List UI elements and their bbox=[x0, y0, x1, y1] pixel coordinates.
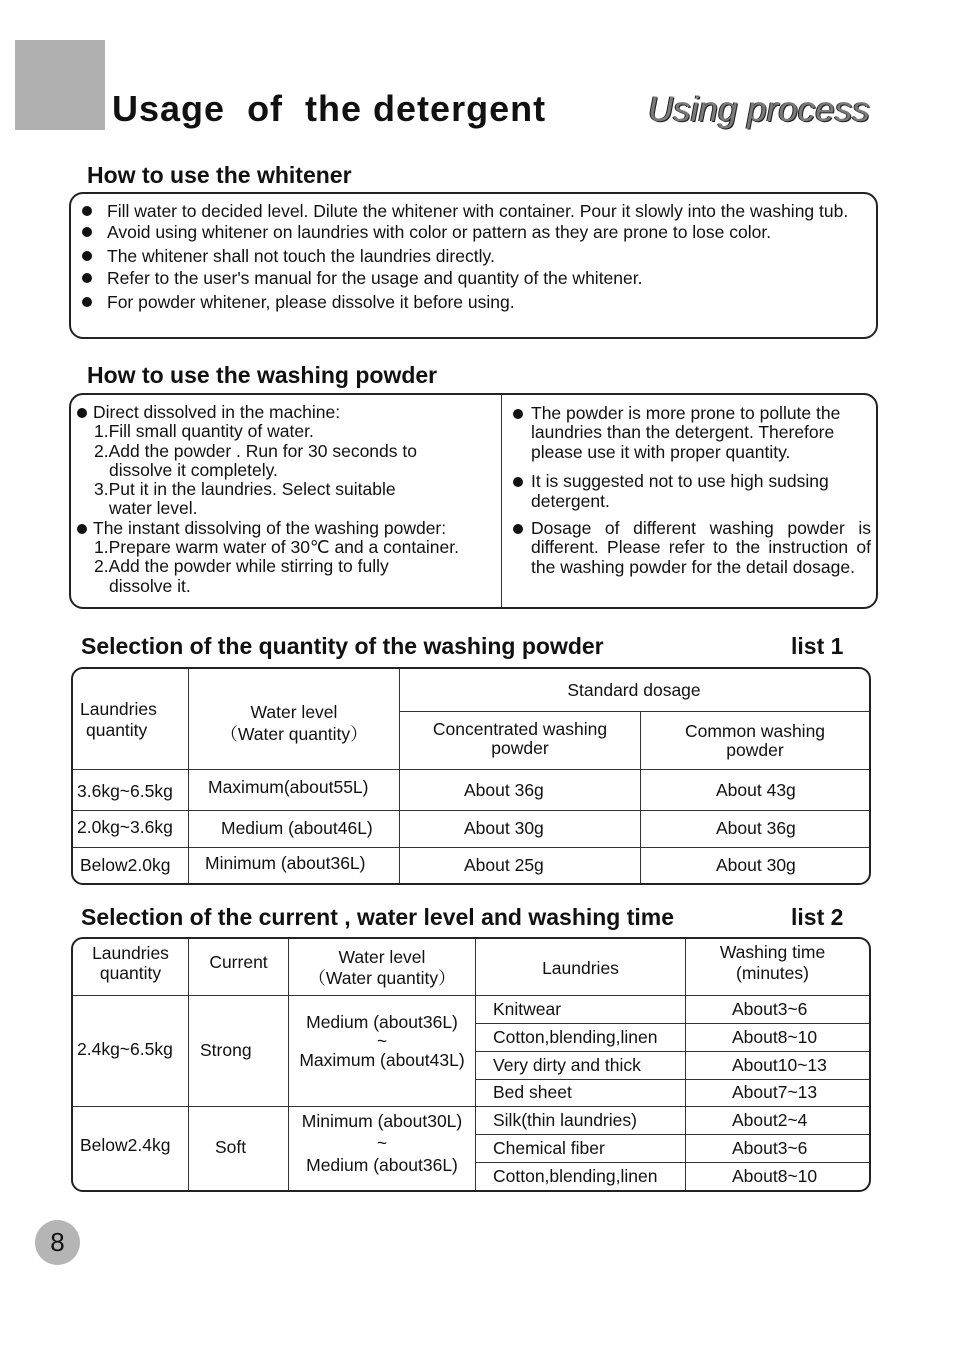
list2-cell-time: About3~6 bbox=[732, 999, 808, 1019]
list2-cell-time: About8~10 bbox=[732, 1166, 818, 1186]
powder-step: dissolve it completely. bbox=[109, 459, 278, 480]
list2-cell-time: About7~13 bbox=[732, 1082, 818, 1102]
list2-cell-type: Knitwear bbox=[493, 999, 562, 1019]
page-number: 8 bbox=[35, 1220, 80, 1265]
list2-heading: Selection of the current , water level and washing time bbox=[81, 904, 675, 930]
whitener-item: For powder whitener, please dissolve it before using. bbox=[82, 292, 872, 312]
list2-cell-time: About10~13 bbox=[732, 1055, 827, 1075]
powder-note: Dosage of different washing powder is different. Please refer to the instruction of the washing powder for the detail dosage. bbox=[513, 519, 871, 577]
list1-header-common: Common washing powder bbox=[684, 721, 826, 760]
powder-heading: How to use the washing powder bbox=[87, 362, 438, 388]
whitener-item: Fill water to decided level. Dilute the whitener with container. Pour it slowly into the washing tub. bbox=[82, 201, 872, 221]
table-line bbox=[73, 769, 869, 770]
header-gray-block bbox=[15, 40, 105, 130]
list1-header-concentrated: Concentrated washing powder bbox=[432, 719, 608, 758]
powder-divider bbox=[501, 395, 502, 607]
powder-item-instant: The instant dissolving of the washing powder: bbox=[77, 519, 497, 538]
list1-cell-common: About 43g bbox=[716, 780, 796, 800]
list2-tag: list 2 bbox=[791, 904, 844, 930]
powder-item-direct: Direct dissolved in the machine: bbox=[77, 403, 497, 422]
list2-cell-type: Cotton,blending,linen bbox=[493, 1166, 658, 1186]
powder-note: It is suggested not to use high sudsing detergent. bbox=[513, 472, 871, 511]
list1-cell-common: About 36g bbox=[716, 818, 796, 838]
list1-cell-qty: 3.6kg~6.5kg bbox=[77, 781, 173, 801]
table-line bbox=[188, 669, 189, 883]
list2-cell-type: Cotton,blending,linen bbox=[493, 1027, 658, 1047]
powder-step: 2.Add the powder while stirring to fully bbox=[94, 556, 389, 577]
powder-step: dissolve it. bbox=[109, 575, 191, 596]
list2-cell-type: Very dirty and thick bbox=[493, 1055, 641, 1075]
list1-cell-water: Minimum (about36L) bbox=[205, 853, 366, 873]
table-line bbox=[399, 711, 869, 712]
table-line bbox=[188, 939, 189, 1190]
list2-cell-time: About3~6 bbox=[732, 1138, 808, 1158]
whitener-list bbox=[82, 201, 872, 312]
list1-cell-common: About 30g bbox=[716, 855, 796, 875]
table-line bbox=[399, 669, 400, 883]
whitener-item: Avoid using whitener on laundries with color or pattern as they are prone to lose color. bbox=[82, 222, 872, 242]
list1-cell-water: Maximum(about55L) bbox=[208, 777, 369, 797]
list2-group-qty: Below2.4kg bbox=[80, 1135, 171, 1155]
list1-cell-conc: About 36g bbox=[464, 780, 544, 800]
table-line bbox=[475, 1134, 869, 1135]
whitener-item: The whitener shall not touch the laundries directly. bbox=[82, 246, 872, 266]
list1-cell-conc: About 25g bbox=[464, 855, 544, 875]
powder-step: water level. bbox=[109, 498, 198, 519]
list1-cell-conc: About 30g bbox=[464, 818, 544, 838]
powder-step: 3.Put it in the laundries. Select suitable bbox=[94, 479, 396, 500]
list2-header-laundries-type: Laundries bbox=[542, 958, 619, 978]
list2-group-qty: 2.4kg~6.5kg bbox=[77, 1039, 173, 1059]
list1-header-water: Water level （Water quantity） bbox=[220, 702, 368, 744]
list1-heading: Selection of the quantity of the washing powder bbox=[81, 633, 604, 659]
list2-cell-time: About2~4 bbox=[732, 1110, 808, 1130]
list1-cell-qty: Below2.0kg bbox=[80, 855, 171, 875]
list2-header-time: Washing time (minutes) bbox=[719, 942, 826, 983]
powder-note: The powder is more prone to pollute the laundries than the detergent. Therefore please use it with proper quantity. bbox=[513, 404, 871, 462]
list1-cell-qty: 2.0kg~3.6kg bbox=[77, 817, 173, 837]
list1-header-laundries: Laundries quantity bbox=[80, 699, 157, 740]
list2-cell-type: Bed sheet bbox=[493, 1082, 572, 1102]
table-line bbox=[475, 1051, 869, 1052]
table-line bbox=[475, 1079, 869, 1080]
powder-step: 1.Prepare warm water of 30℃ and a container. bbox=[94, 537, 459, 558]
page-title: Usage of the detergent bbox=[112, 88, 547, 129]
table-line bbox=[73, 810, 869, 811]
list2-group-current: Strong bbox=[200, 1040, 252, 1060]
list2-cell-type: Silk(thin laundries) bbox=[493, 1110, 637, 1130]
list2-group-water: Medium (about36L) ~ Maximum (about43L) bbox=[299, 1012, 465, 1070]
list2-header-laundries: Laundries quantity bbox=[92, 943, 169, 983]
list1-tag: list 1 bbox=[791, 633, 844, 659]
table-line bbox=[475, 1162, 869, 1163]
table-line bbox=[73, 995, 869, 996]
list2-cell-time: About8~10 bbox=[732, 1027, 818, 1047]
section-subtitle: Using process bbox=[648, 90, 870, 129]
list1-cell-water: Medium (about46L) bbox=[221, 818, 373, 838]
list1-header-standard: Standard dosage bbox=[567, 680, 701, 700]
powder-step: 2.Add the powder . Run for 30 seconds to bbox=[94, 440, 417, 461]
list2-header-water: Water level （Water quantity） bbox=[308, 947, 456, 988]
list2-cell-type: Chemical fiber bbox=[493, 1138, 605, 1158]
list2-group-water: Minimum (about30L) ~ Medium (about36L) bbox=[301, 1111, 463, 1175]
powder-right-column bbox=[513, 404, 871, 577]
whitener-heading: How to use the whitener bbox=[87, 162, 352, 188]
powder-step: 1.Fill small quantity of water. bbox=[94, 421, 314, 442]
table-line bbox=[73, 847, 869, 848]
whitener-item: Refer to the user's manual for the usage and quantity of the whitener. bbox=[82, 268, 872, 288]
powder-left-column bbox=[77, 403, 497, 596]
table-line bbox=[475, 1023, 869, 1024]
table-line bbox=[73, 1106, 869, 1107]
list2-header-current: Current bbox=[209, 952, 268, 972]
list2-group-current: Soft bbox=[215, 1137, 247, 1157]
